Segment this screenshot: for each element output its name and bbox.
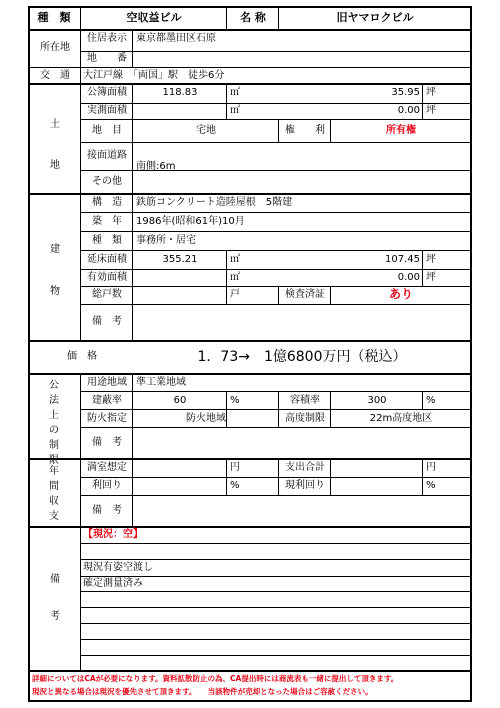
lot-label: 地 番 [87,53,127,64]
rule [28,67,472,68]
rule [80,269,472,270]
rule [226,250,227,304]
law-label: 公法上の制限 [49,380,59,466]
remarks-line: 現況有姿空渡し [83,562,153,573]
registry-tsubo-unit: 坪 [426,87,436,98]
rule [80,373,81,670]
rule [80,655,472,656]
income-label: 年間収支 [49,466,59,522]
floor-area-label: 延床面積 [87,254,127,265]
location-label: 所在地 [40,42,70,53]
rule [278,458,279,495]
fire-label: 防火指定 [87,413,127,424]
zoning-value: 準工業地域 [136,377,186,388]
registry-area-value: 118.83 [162,87,198,98]
land-label-top: 土 [50,119,60,130]
rule [28,700,472,702]
rule [470,6,472,702]
survey-tsubo-value: 0.00 [397,105,420,116]
effective-area-label: 有効面積 [87,272,127,283]
rule [422,391,423,409]
yield-unit: % [230,480,240,491]
kind-value: 事務所・居宅 [136,235,196,246]
land-category-label: 地 目 [92,125,122,136]
type-value: 空収益ビル [126,11,182,24]
current-yield-label: 現利回り [285,480,325,491]
units-label: 総戸数 [92,289,122,300]
rule [278,286,279,304]
land-label-bottom: 地 [50,160,60,171]
remarks-line: 確定測量済み [83,578,143,589]
rule [80,607,472,608]
building-remarks-label: 備 考 [92,316,122,327]
floor-area-unit: ㎡ [230,254,240,265]
effective-tsubo-value: 0.00 [397,272,420,283]
survey-area-unit: ㎡ [230,105,240,116]
rule [80,6,81,340]
rule [278,6,279,29]
rule [226,6,227,29]
registry-tsubo-value: 35.95 [391,87,420,98]
registry-area-label: 公簿面積 [87,87,127,98]
built-value: 1986年(昭和61年)10月 [136,216,245,227]
rule [80,250,472,251]
floor-tsubo-unit: 坪 [426,254,436,265]
zoning-label: 用途地域 [87,377,127,388]
rule [80,623,472,624]
rule [132,29,133,67]
rights-value: 所有権 [386,125,416,136]
rule [80,477,472,478]
rule [80,142,472,143]
rule [28,29,472,31]
rule [28,340,472,342]
rule [28,83,472,85]
address-value: 東京都墨田区石原 [136,33,216,44]
remarks-label-top: 備 [50,574,60,585]
survey-tsubo-unit: 坪 [426,105,436,116]
survey-area-label: 実測面積 [87,105,127,116]
expense-label: 支出合計 [285,462,325,473]
rule [28,670,472,672]
rule [28,458,472,460]
height-value: 22m高度地区 [369,413,433,424]
rule [80,304,472,305]
name-label: 名 称 [240,11,266,24]
land-other-label: その他 [92,176,122,187]
rule [422,250,423,286]
registry-area-unit: ㎡ [230,87,240,98]
price-value: 1．73→ 1億6800万円（税込） [197,349,407,365]
type-label: 種 類 [37,11,71,24]
full-occupancy-unit: 円 [230,462,240,473]
rule [28,193,472,195]
rule [330,286,331,304]
rule [226,458,227,495]
effective-tsubo-unit: 坪 [426,272,436,283]
rule [278,391,279,427]
road-label: 接面道路 [87,150,127,161]
rule [80,231,472,232]
effective-area-unit: ㎡ [230,272,240,283]
footer-note-condition: 現況と異なる場合は現況を優先させて頂きます。 当該物件が売却となった場合はご容赦ください。 [32,687,373,696]
transport-label: 交 通 [40,70,70,81]
rights-label: 権 利 [285,125,325,136]
transport-value: 大江戸線 「両国」駅 徒歩6分 [83,70,225,81]
rule [80,495,472,496]
rule [132,83,133,340]
rule [132,373,133,526]
rule [80,639,472,640]
road-value: 南側:6m [136,161,176,172]
remarks-label-bottom: 考 [50,611,60,622]
income-remarks-label: 備 考 [92,505,122,516]
far-unit: % [426,395,436,406]
rule [422,83,423,119]
far-value: 300 [367,395,387,406]
rule [80,119,472,120]
fire-value: 防火地域 [186,413,226,424]
rule [80,543,472,544]
price-label: 価 格 [67,351,97,362]
rule [28,6,472,8]
height-label: 高度制限 [285,413,325,424]
remarks-line: 【現況：空】 [83,529,143,540]
rule [80,51,472,52]
footer-note-ca: 詳細についてはCAが必要になります。資料拡散防止の為、CA提出時には商流表も一緒に提出して頂きます。 [32,674,399,683]
law-remarks-label: 備 考 [92,437,122,448]
floor-area-value: 355.21 [162,254,198,265]
rule [330,458,331,495]
rule [80,559,472,560]
rule [330,119,331,142]
building-label-top: 建 [50,244,60,255]
rule [278,119,279,142]
units-unit: 戸 [230,289,240,300]
rule [28,373,472,375]
full-occupancy-label: 満室想定 [87,462,127,473]
building-label-bottom: 物 [50,286,60,297]
expense-unit: 円 [426,462,436,473]
floor-tsubo-value: 107.45 [385,254,420,265]
kind-label: 種 類 [92,235,122,246]
rule [80,391,472,392]
inspection-label: 検査済証 [285,289,325,300]
rule [330,391,331,427]
address-label: 住居表示 [87,33,127,44]
inspection-value: あり [388,287,413,301]
current-yield-unit: % [426,480,436,491]
structure-label: 構 造 [92,197,122,208]
bcr-value: 60 [173,395,187,406]
rule [80,212,472,213]
rule [226,83,227,119]
yield-label: 利回り [92,480,122,491]
land-category-value: 宅地 [196,125,216,136]
property-sheet [28,6,472,702]
structure-value: 鉄筋コンクリート造陸屋根 5階建 [136,197,293,208]
bcr-label: 建蔽率 [92,395,122,406]
rule [422,458,423,495]
rule [80,427,472,428]
bcr-unit: % [230,395,240,406]
far-label: 容積率 [290,395,320,406]
rule [80,591,472,592]
built-label: 築 年 [92,216,122,227]
property-name: 旧ヤマロクビル [336,11,414,24]
rule [80,409,472,410]
